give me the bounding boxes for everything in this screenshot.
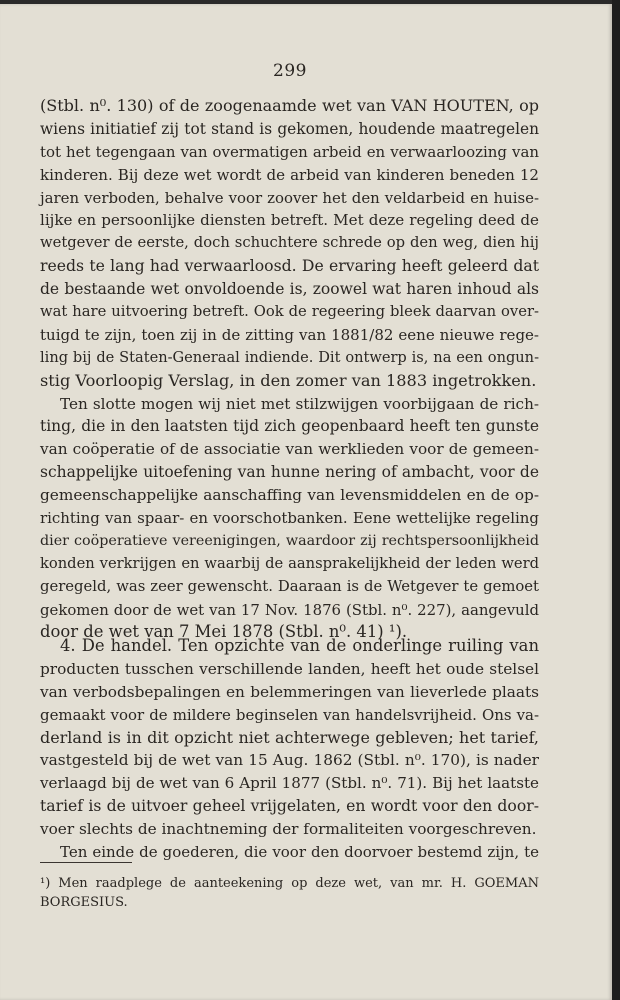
text-line: tarief is de uitvoer geheel vrijgelaten, en wordt voor den door-: [40, 796, 539, 816]
page-number: 299: [273, 61, 307, 81]
text-line: 4. De handel. Ten opzichte van de onderlinge ruiling van: [60, 636, 539, 655]
footnote-divider: [40, 862, 132, 863]
text-line: Ten einde de goederen, die voor den doorvoer bestemd zijn, te: [60, 843, 539, 862]
text-line: voer slechts de inachtneming der formaliteiten voorgeschreven.: [40, 820, 537, 839]
text-line: gemaakt voor de mildere beginselen van handelsvrijheid. Ons va-: [40, 705, 539, 724]
text-line: lijke en persoonlijke diensten betreft. Met deze regeling deed de: [40, 211, 539, 230]
text-line: jaren verboden, behalve voor zoover het den veldarbeid en huise-: [40, 188, 539, 207]
text-line: tot het tegengaan van overmatigen arbeid en verwaarloozing van: [40, 142, 539, 161]
text-line: van coöperatie of de associatie van werklieden voor de gemeen-: [40, 440, 539, 459]
text-line: wiens initiatief zij tot stand is gekomen, houdende maatregelen: [40, 119, 539, 138]
text-line: de bestaande wet onvoldoende is, zoowel wat haren inhoud als: [40, 280, 539, 299]
main-text-lower: [40, 635, 539, 864]
footnote: [40, 874, 539, 912]
text-line: door de wet van 7 Mei 1878 (Stbl. n⁰. 41) ¹).: [40, 622, 408, 642]
text-line: producten tusschen verschillende landen, heeft het oude stelsel: [40, 659, 539, 678]
text-line: schappelijke uitoefening van hunne nering of ambacht, voor de: [40, 463, 539, 482]
footnote-line: ¹) Men raadplege de aanteekening op deze wet, van mr. H. GOEMAN: [40, 876, 539, 891]
text-line: geregeld, was zeer gewenscht. Daaraan is de Wetgever te gemoet: [40, 577, 539, 595]
scan-right-border: [612, 0, 620, 1000]
text-line: derland is in dit opzicht niet achterwege gebleven; het tarief,: [40, 727, 539, 747]
book-page: [0, 4, 612, 1000]
text-line: tuigd te zijn, toen zij in de zitting van 1881/82 eene nieuwe rege-: [40, 325, 539, 344]
text-line: wat hare uitvoering betreft. Ook de regeering bleek daarvan over-: [40, 303, 539, 321]
main-text-upper: [40, 95, 539, 644]
text-line: konden verkrijgen en waarbij de aansprakelijkheid der leden werd: [40, 554, 539, 572]
text-line: Ten slotte mogen wij niet met stilzwijgen voorbijgaan de rich-: [60, 394, 539, 413]
text-line: vastgesteld bij de wet van 15 Aug. 1862 (Stbl. n⁰. 170), is nader: [40, 751, 539, 770]
text-line: reeds te lang had verwaarloosd. De ervaring heeft geleerd dat: [40, 256, 539, 276]
text-line: wetgever de eerste, doch schuchtere schrede op den weg, dien hij: [40, 234, 539, 252]
text-line: gekomen door de wet van 17 Nov. 1876 (Stbl. n⁰. 227), aangevuld: [40, 600, 539, 619]
text-line: gemeenschappelijke aanschaffing van levensmiddelen en de op-: [40, 486, 539, 505]
text-line: dier coöperatieve vereenigingen, waardoor zij rechtspersoonlijkheid: [40, 532, 539, 549]
text-line: ting, die in den laatsten tijd zich geopenbaard heeft ten gunste: [40, 417, 539, 436]
footnote-line: BORGESIUS.: [40, 895, 128, 910]
text-line: (Stbl. n⁰. 130) of de zoogenaamde wet van VAN HOUTEN, op: [40, 96, 539, 115]
text-line: ling bij de Staten-Generaal indiende. Dit ontwerp is, na een ongun-: [40, 348, 539, 366]
text-line: verlaagd bij de wet van 6 April 1877 (Stbl. n⁰. 71). Bij het laatste: [40, 774, 539, 793]
text-line: kinderen. Bij deze wet wordt de arbeid van kinderen beneden 12: [40, 165, 539, 184]
text-line: stig Voorloopig Verslag, in den zomer van 1883 ingetrokken.: [40, 370, 537, 390]
text-line: van verbodsbepalingen en belemmeringen van lieverlede plaats: [40, 682, 539, 701]
text-line: richting van spaar- en voorschotbanken. Eene wettelijke regeling: [40, 509, 539, 528]
